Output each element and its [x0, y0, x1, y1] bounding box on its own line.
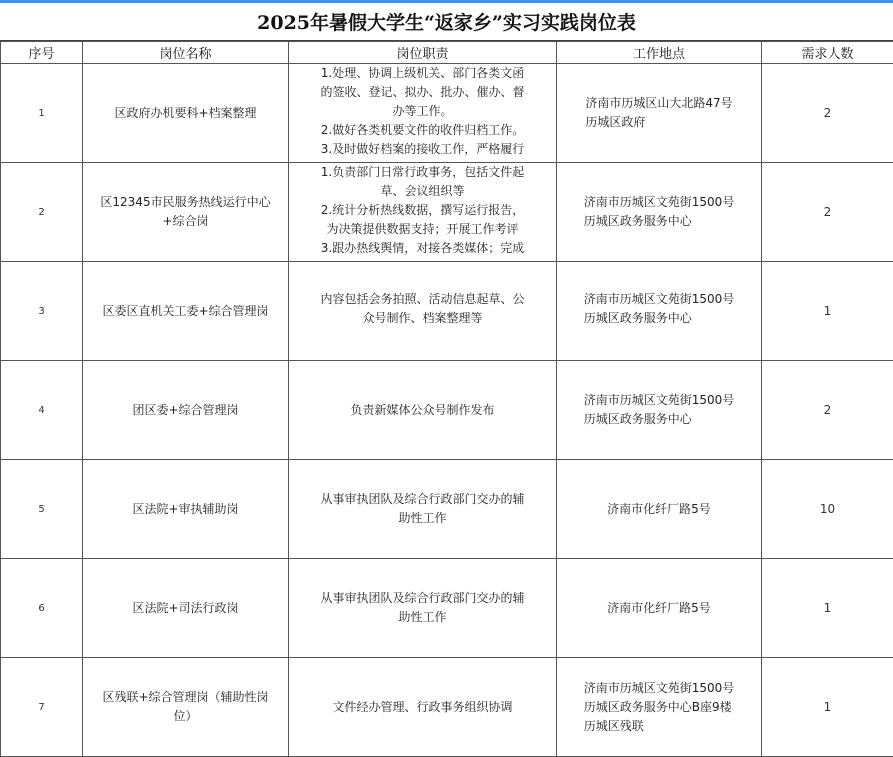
duty-line: 负责新媒体公众号制作发布 [295, 401, 550, 420]
location-wrap [557, 559, 761, 657]
position-text: 区12345市民服务热线运行中心+综合岗 [83, 163, 288, 261]
duties-wrap [289, 64, 556, 162]
duty-line: 办等工作。 [295, 102, 550, 121]
duty-line: 助性工作 [295, 509, 550, 528]
cell-count[interactable]: 2 [762, 64, 893, 163]
location-text: 济南市历城区文苑街1500号 历城区政务服务中心 [584, 391, 735, 429]
cell-location[interactable] [557, 262, 762, 361]
cell-location[interactable] [557, 559, 762, 658]
position-text: 区政府办机要科+档案整理 [83, 64, 288, 162]
duties-wrap [289, 460, 556, 558]
cell-position[interactable] [83, 64, 289, 163]
duties-wrap [289, 658, 556, 756]
header-row [1, 42, 893, 64]
cell-duties[interactable] [289, 64, 557, 163]
cell-position[interactable] [83, 361, 289, 460]
duties-text [295, 698, 550, 717]
cell-location[interactable] [557, 361, 762, 460]
cell-count[interactable]: 1 [762, 262, 893, 361]
cell-position[interactable] [83, 262, 289, 361]
location-wrap [557, 163, 761, 261]
cell-count[interactable]: 2 [762, 361, 893, 460]
table-title: 2025年暑假大学生“返家乡”实习实践岗位表 [0, 3, 893, 41]
cell-no[interactable]: 5 [1, 460, 83, 559]
cell-duties[interactable] [289, 262, 557, 361]
duty-line: 从事审执团队及综合行政部门交办的辅 [295, 490, 550, 509]
location-text: 济南市化纤厂路5号 [607, 599, 711, 618]
duty-line: 2.做好各类机要文件的收件归档工作。 [295, 121, 550, 140]
duties-text [295, 490, 550, 528]
table-row [1, 262, 893, 361]
header-no[interactable]: 序号 [1, 42, 83, 64]
duties-text [295, 401, 550, 420]
cell-duties[interactable] [289, 658, 557, 757]
cell-count[interactable]: 2 [762, 163, 893, 262]
cell-position[interactable] [83, 658, 289, 757]
position-text: 区法院+审执辅助岗 [83, 460, 288, 558]
duty-line: 从事审执团队及综合行政部门交办的辅 [295, 589, 550, 608]
cell-location[interactable] [557, 658, 762, 757]
table-row [1, 658, 893, 757]
location-text: 济南市历城区山大北路47号 历城区政府 [585, 94, 732, 132]
positions-table [0, 41, 893, 757]
cell-position[interactable] [83, 163, 289, 262]
position-text: 区法院+司法行政岗 [83, 559, 288, 657]
duty-line: 文件经办管理、行政事务组织协调 [295, 698, 550, 717]
location-wrap [557, 64, 761, 162]
cell-position[interactable] [83, 559, 289, 658]
duties-wrap [289, 163, 556, 261]
duties-text [295, 163, 550, 258]
duty-line: 1.负责部门日常行政事务，包括文件起 [295, 163, 550, 182]
duty-line: 助性工作 [295, 608, 550, 627]
table-body [1, 64, 893, 757]
location-text: 济南市历城区文苑街1500号 历城区政务服务中心 [584, 193, 735, 231]
duties-text [295, 290, 550, 328]
location-text: 济南市化纤厂路5号 [607, 500, 711, 519]
duty-line: 2.统计分析热线数据，撰写运行报告， [295, 201, 550, 220]
duty-line: 众号制作、档案整理等 [295, 309, 550, 328]
location-wrap [557, 361, 761, 459]
table-row [1, 460, 893, 559]
cell-no[interactable]: 1 [1, 64, 83, 163]
duties-text [295, 64, 550, 159]
cell-position[interactable] [83, 460, 289, 559]
duty-line: 3.及时做好档案的接收工作，严格履行 [295, 140, 550, 159]
header-position[interactable]: 岗位名称 [83, 42, 289, 64]
cell-no[interactable]: 2 [1, 163, 83, 262]
location-wrap [557, 460, 761, 558]
cell-count[interactable]: 10 [762, 460, 893, 559]
location-wrap [557, 262, 761, 360]
table-row [1, 163, 893, 262]
header-duties[interactable]: 岗位职责 [289, 42, 557, 64]
location-wrap [557, 658, 761, 756]
cell-count[interactable]: 1 [762, 559, 893, 658]
cell-duties[interactable] [289, 460, 557, 559]
duty-line: 的签收、登记、拟办、批办、催办、督 [295, 83, 550, 102]
duty-line: 内容包括会务拍照、活动信息起草、公 [295, 290, 550, 309]
duty-line: 3.跟办热线舆情，对接各类媒体；完成 [295, 239, 550, 258]
cell-duties[interactable] [289, 163, 557, 262]
header-location[interactable]: 工作地点 [557, 42, 762, 64]
cell-location[interactable] [557, 64, 762, 163]
cell-location[interactable] [557, 163, 762, 262]
location-text: 济南市历城区文苑街1500号 历城区政务服务中心B座9楼 历城区残联 [584, 679, 735, 736]
duty-line: 草、会议组织等 [295, 182, 550, 201]
duty-line: 1.处理、协调上级机关、部门各类文函 [295, 64, 550, 83]
table-row [1, 559, 893, 658]
location-text: 济南市历城区文苑街1500号 历城区政务服务中心 [584, 290, 735, 328]
cell-location[interactable] [557, 460, 762, 559]
duties-text [295, 589, 550, 627]
duties-wrap [289, 262, 556, 360]
cell-no[interactable]: 4 [1, 361, 83, 460]
duties-wrap [289, 559, 556, 657]
cell-no[interactable]: 7 [1, 658, 83, 757]
table-row [1, 64, 893, 163]
cell-no[interactable]: 3 [1, 262, 83, 361]
duties-wrap [289, 361, 556, 459]
cell-duties[interactable] [289, 559, 557, 658]
table-row [1, 361, 893, 460]
header-count[interactable]: 需求人数 [762, 42, 893, 64]
position-text: 团区委+综合管理岗 [83, 361, 288, 459]
duty-line: 为决策提供数据支持；开展工作考评 [295, 220, 550, 239]
position-text: 区委区直机关工委+综合管理岗 [83, 262, 288, 360]
position-text: 区残联+综合管理岗（辅助性岗位） [83, 658, 288, 756]
cell-no[interactable]: 6 [1, 559, 83, 658]
cell-count[interactable]: 1 [762, 658, 893, 757]
cell-duties[interactable] [289, 361, 557, 460]
